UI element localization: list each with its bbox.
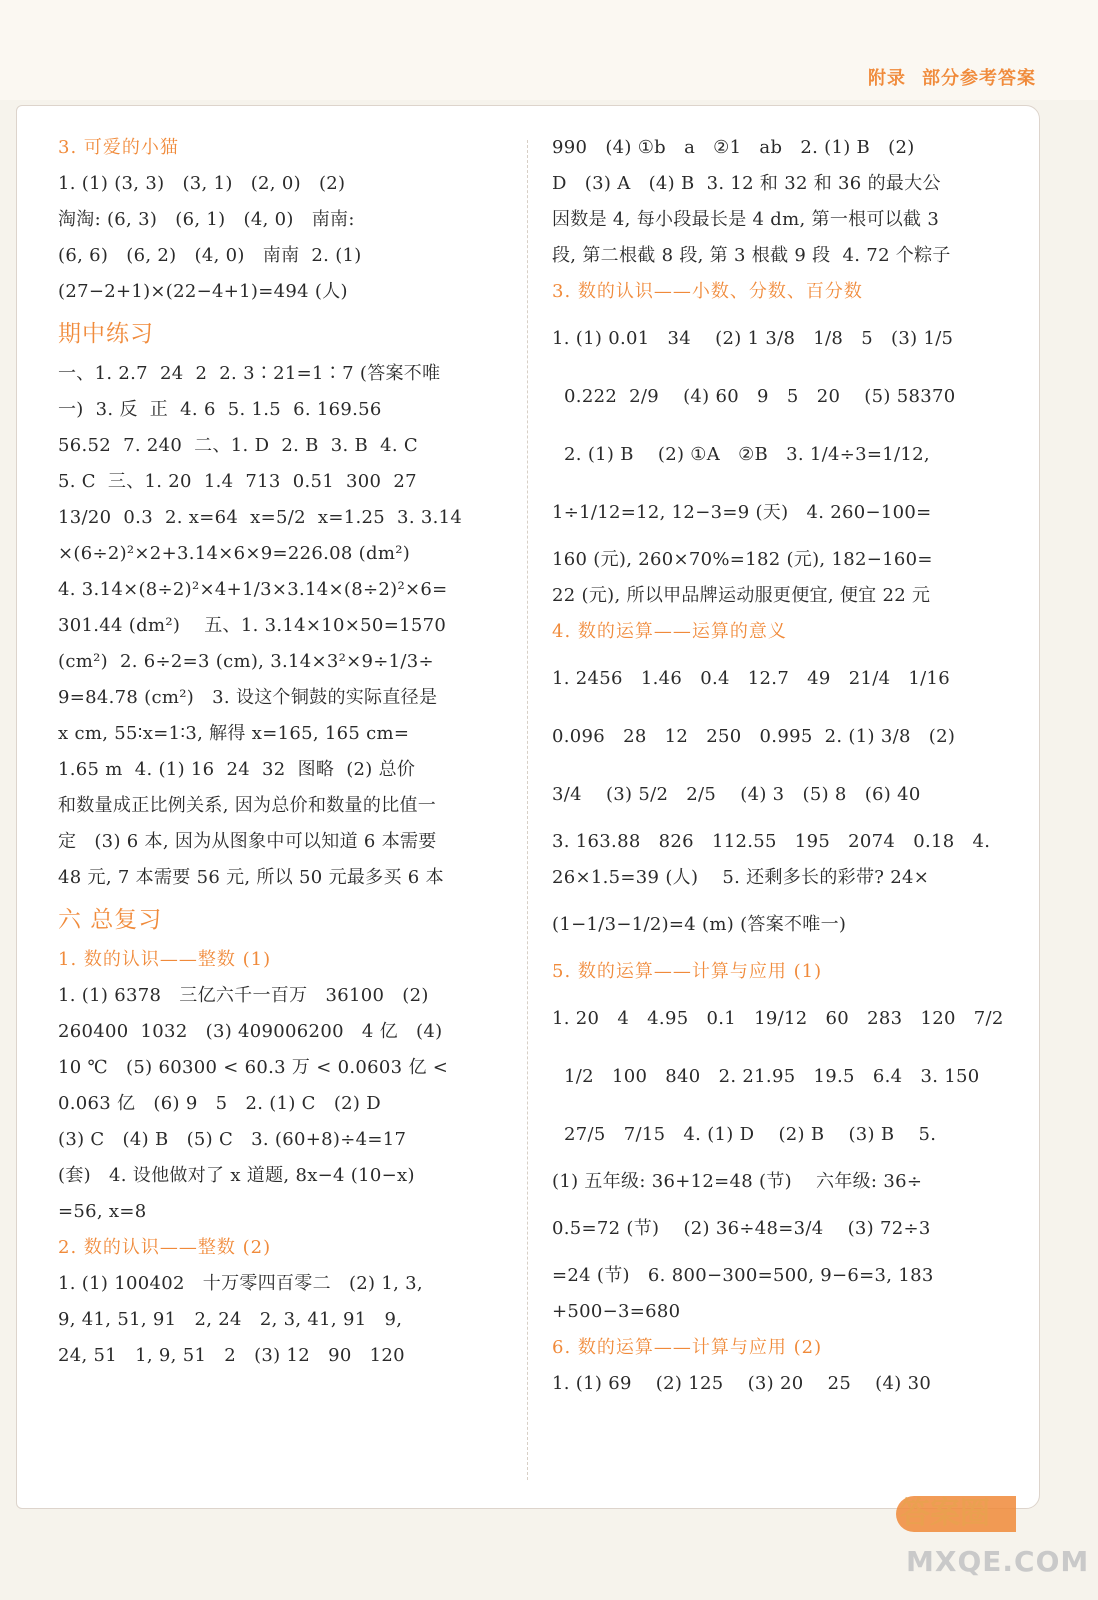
answer-line: (cm²) 2. 6÷2=3 (cm), 3.14×3²×9÷1/3÷ [58,651,434,672]
right-column [552,130,1004,1402]
answer-line: 24, 51 1, 9, 51 2 (3) 12 90 120 [58,1345,405,1366]
answer-line: 1.65 m 4. (1) 16 24 32 图略 (2) 总价 [58,759,416,780]
answer-line: 27/5 7/15 4. (1) D (2) B (3) B 5. [552,1124,937,1145]
answer-line: 1. (1) 0.01 34 (2) 1 3/8 1/8 5 (3) 1/5 [552,328,954,349]
answer-line: 1. (1) 6378 三亿六千一百万 36100 (2) [58,985,429,1006]
section-heading: 4. 数的运算——运算的意义 [552,621,787,642]
answer-line: 56.52 7. 240 二、1. D 2. B 3. B 4. C [58,435,418,456]
section-heading: 期中练习 [58,321,154,347]
answer-line: D (3) A (4) B 3. 12 和 32 和 36 的最大公 [552,173,941,194]
answer-line: 一、1. 2.7 24 2 2. 3∶21=1∶7 (答案不唯 [58,363,441,384]
answer-line: (6, 6) (6, 2) (4, 0) 南南 2. (1) [58,245,362,266]
answer-line: 5. C 三、1. 20 1.4 713 0.51 300 27 [58,471,417,492]
section-heading: 3. 可爱的小猫 [58,137,179,158]
answer-line: 160 (元), 260×70%=182 (元), 182−160= [552,549,933,570]
answer-line: 13/20 0.3 2. x=64 x=5/2 x=1.25 3. 3.14 [58,507,463,528]
answer-line: =24 (节) 6. 800−300=500, 9−6=3, 183 [552,1265,934,1286]
logo-text: 答案圈 [900,1496,990,1531]
answer-line: 48 元, 7 本需要 56 元, 所以 50 元最多买 6 本 [58,867,444,888]
answer-line: 990 (4) ①b a ②1 ab 2. (1) B (2) [552,137,915,158]
answer-line: 260400 1032 (3) 409006200 4 亿 (4) [58,1021,443,1042]
answer-line: (3) C (4) B (5) C 3. (60+8)÷4=17 [58,1129,407,1150]
answer-line: (套) 4. 设他做对了 x 道题, 8x−4 (10−x) [58,1165,415,1186]
answer-line: 0.063 亿 (6) 9 5 2. (1) C (2) D [58,1093,381,1114]
watermark: MXQE.COM [906,1545,1090,1578]
answer-line: (27−2+1)×(22−4+1)=494 (人) [58,281,348,302]
section-heading: 六 总复习 [58,907,163,933]
answer-line: 9, 41, 51, 91 2, 24 2, 3, 41, 91 9, [58,1309,403,1330]
answer-line: =56, x=8 [58,1201,147,1222]
answer-line: 1. 2456 1.46 0.4 12.7 49 21/4 1/16 [552,668,951,689]
header-appendix: 附录 [868,68,906,89]
answer-line: 0.5=72 (节) (2) 36÷48=3/4 (3) 72÷3 [552,1218,931,1239]
answer-line: 9=84.78 (cm²) 3. 设这个铜鼓的实际直径是 [58,687,438,708]
answer-line: 0.096 28 12 250 0.995 2. (1) 3/8 (2) [552,726,956,747]
answer-line: (1−1/3−1/2)=4 (m) (答案不唯一) [552,914,847,935]
answer-line: 1. (1) (3, 3) (3, 1) (2, 0) (2) [58,173,346,194]
answer-line: +500−3=680 [552,1301,681,1322]
page-header [852,64,1036,90]
answer-line: 1. (1) 69 (2) 125 (3) 20 25 (4) 30 [552,1373,932,1394]
answer-line: 3. 163.88 826 112.55 195 2074 0.18 4. [552,831,991,852]
answer-line: 3/4 (3) 5/2 2/5 (4) 3 (5) 8 (6) 40 [552,784,921,805]
answer-line: x cm, 55∶x=1∶3, 解得 x=165, 165 cm= [58,723,410,744]
answer-line: 1/2 100 840 2. 21.95 19.5 6.4 3. 150 [552,1066,980,1087]
answer-line: 26×1.5=39 (人) 5. 还剩多长的彩带? 24× [552,867,930,888]
answer-line: 301.44 (dm²) 五、1. 3.14×10×50=1570 [58,615,447,636]
section-heading: 5. 数的运算——计算与应用 (1) [552,961,823,982]
answer-line: 定 (3) 6 本, 因为从图象中可以知道 6 本需要 [58,831,437,852]
answer-line: 1. (1) 100402 十万零四百零二 (2) 1, 3, [58,1273,423,1294]
column-divider [527,140,528,1480]
section-heading: 1. 数的认识——整数 (1) [58,949,272,970]
answer-line: 1÷1/12=12, 12−3=9 (天) 4. 260−100= [552,502,932,523]
answer-line: 和数量成正比例关系, 因为总价和数量的比值一 [58,795,437,816]
header-title: 部分参考答案 [922,68,1036,89]
answer-line: 淘淘: (6, 3) (6, 1) (4, 0) 南南: [58,209,355,230]
answer-line: (1) 五年级: 36+12=48 (节) 六年级: 36÷ [552,1171,923,1192]
section-heading: 6. 数的运算——计算与应用 (2) [552,1337,823,1358]
answer-line: 因数是 4, 每小段最长是 4 dm, 第一根可以截 3 [552,209,940,230]
answer-line: 一) 3. 反 正 4. 6 5. 1.5 6. 169.56 [58,399,382,420]
answer-line: 4. 3.14×(8÷2)²×4+1/3×3.14×(8÷2)²×6= [58,579,448,600]
answer-line: 22 (元), 所以甲品牌运动服更便宜, 便宜 22 元 [552,585,931,606]
answer-line: 段, 第二根截 8 段, 第 3 根截 9 段 4. 72 个粽子 [552,245,951,266]
answer-line: 0.222 2/9 (4) 60 9 5 20 (5) 58370 [552,386,956,407]
section-heading: 3. 数的认识——小数、分数、百分数 [552,281,863,302]
answer-line: 10 ℃ (5) 60300 < 60.3 万 < 0.0603 亿 < [58,1057,449,1078]
left-column [58,130,488,1374]
section-heading: 2. 数的认识——整数 (2) [58,1237,272,1258]
answer-line: ×(6÷2)²×2+3.14×6×9=226.08 (dm²) [58,543,411,564]
answer-line: 1. 20 4 4.95 0.1 19/12 60 283 120 7/2 [552,1008,1004,1029]
answer-line: 2. (1) B (2) ①A ②B 3. 1/4÷3=1/12, [552,444,930,465]
